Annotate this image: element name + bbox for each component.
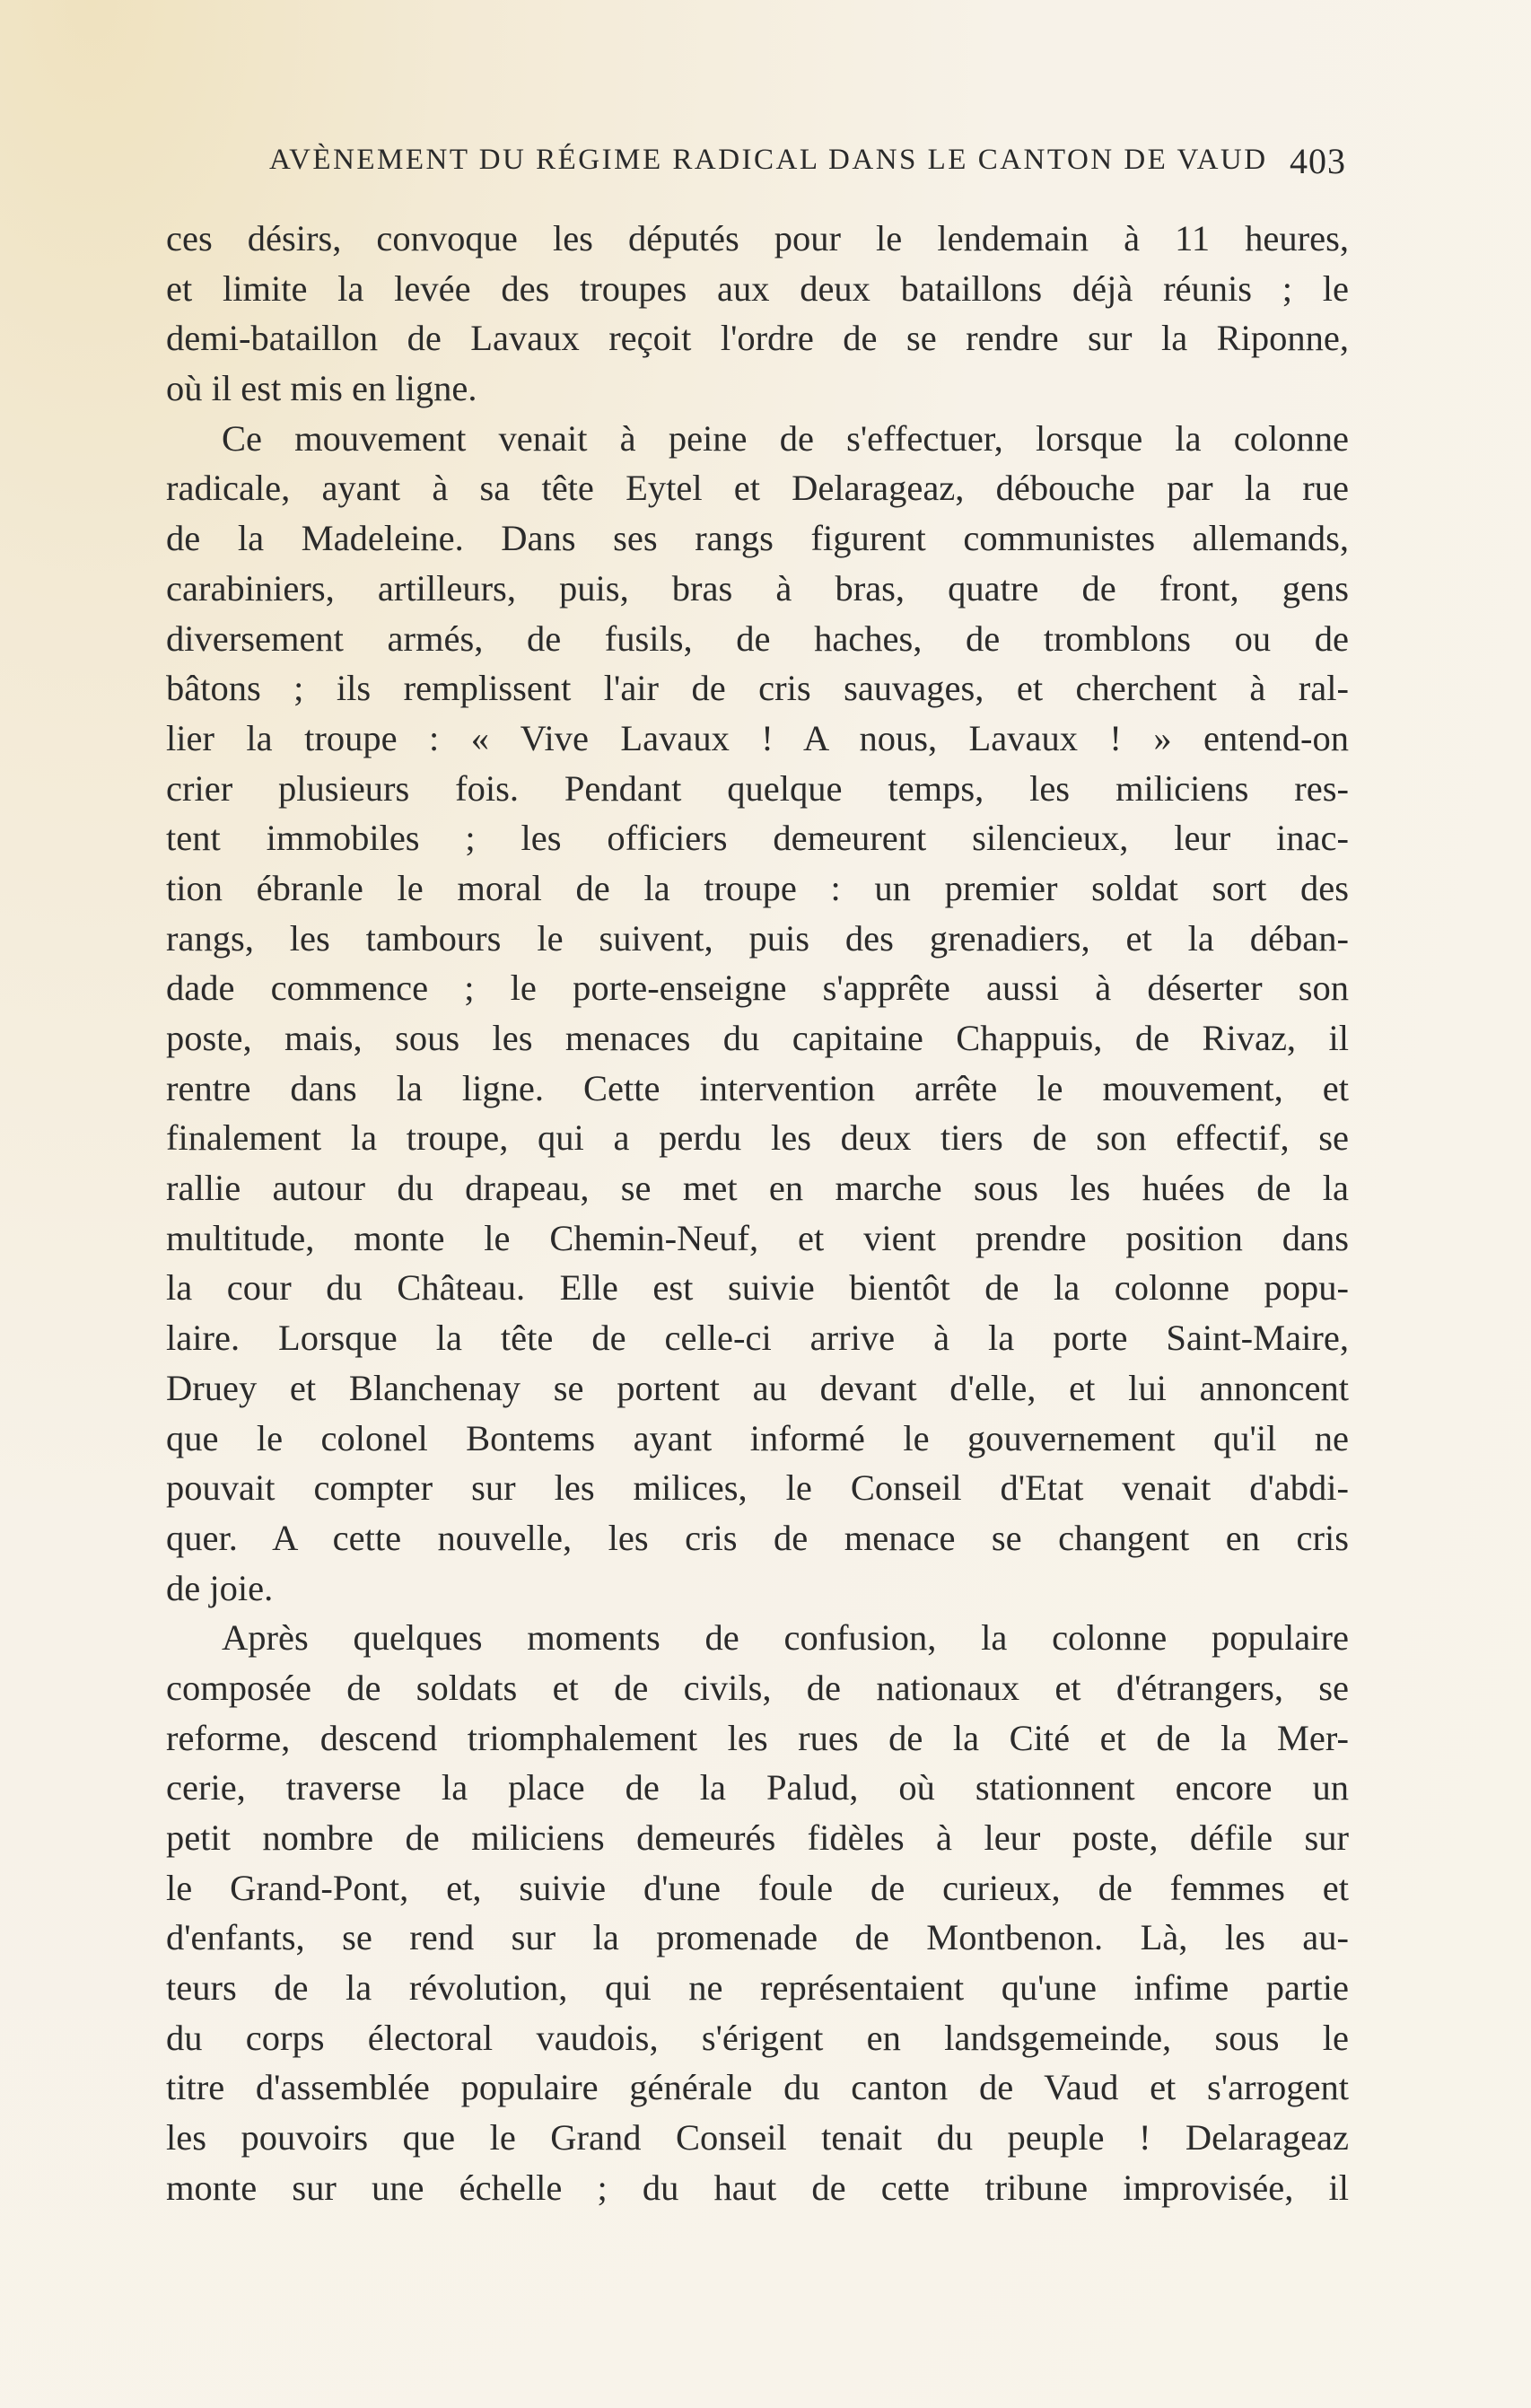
text-line: diversement armés, de fusils, de haches, de tromblons ou de xyxy=(166,617,1349,659)
body-text xyxy=(166,214,1349,2213)
text-line: de la Madeleine. Dans ses rangs figurent communistes allemands, xyxy=(166,518,1349,559)
text-line: Druey et Blanchenay se portent au devant d'elle, et lui annoncent xyxy=(166,1367,1349,1408)
text-line: laire. Lorsque la tête de celle-ci arrive à la porte Saint-Maire, xyxy=(166,1318,1349,1359)
text-line: dade commence ; le porte-enseigne s'apprête aussi à déserter son xyxy=(166,968,1349,1009)
text-line: cerie, traverse la place de la Palud, où stationnent encore un xyxy=(166,1767,1349,1808)
text-line: poste, mais, sous les menaces du capitaine Chappuis, de Rivaz, il xyxy=(166,1018,1349,1058)
text-line: pouvait compter sur les milices, le Conseil d'Etat venait d'abdi- xyxy=(166,1467,1349,1509)
text-line: rangs, les tambours le suivent, puis des grenadiers, et la déban- xyxy=(166,917,1349,959)
text-line: carabiniers, artilleurs, puis, bras à bras, quatre de front, gens xyxy=(166,567,1349,609)
text-line: demi-bataillon de Lavaux reçoit l'ordre de se rendre sur la Riponne, xyxy=(166,318,1349,359)
text-line: tion ébranle le moral de la troupe : un premier soldat sort des xyxy=(166,867,1349,908)
text-line: radicale, ayant à sa tête Eytel et Delarageaz, débouche par la rue xyxy=(166,468,1349,509)
text-line: du corps électoral vaudois, s'érigent en landsgemeinde, sous le xyxy=(166,2017,1349,2058)
text-line: teurs de la révolution, qui ne représentaient qu'une infime partie xyxy=(166,1967,1349,2009)
text-line: reforme, descend triomphalement les rues de la Cité et de la Mer- xyxy=(166,1717,1349,1758)
text-line: que le colonel Bontems ayant informé le gouvernement qu'il ne xyxy=(166,1417,1349,1458)
text-line: Ce mouvement venait à peine de s'effectuer, lorsque la colonne xyxy=(222,417,1349,459)
text-line: composée de soldats et de civils, de nationaux et d'étrangers, se xyxy=(166,1667,1349,1708)
text-line: titre d'assemblée populaire générale du canton de Vaud et s'arrogent xyxy=(166,2067,1349,2108)
page-number: 403 xyxy=(1290,141,1346,181)
text-line: tent immobiles ; les officiers demeurent silencieux, leur inac- xyxy=(166,818,1349,859)
running-title: AVÈNEMENT DU RÉGIME RADICAL DANS LE CANTON DE VAUD xyxy=(269,144,1268,176)
text-line: rallie autour du drapeau, se met en marche sous les huées de la xyxy=(166,1168,1349,1209)
text-line: les pouvoirs que le Grand Conseil tenait du peuple ! Delarageaz xyxy=(166,2117,1349,2158)
text-line: rentre dans la ligne. Cette intervention arrête le mouvement, et xyxy=(166,1067,1349,1108)
text-line: le Grand-Pont, et, suivie d'une foule de curieux, de femmes et xyxy=(166,1867,1349,1908)
text-line: crier plusieurs fois. Pendant quelque temps, les miliciens res- xyxy=(166,767,1349,809)
text-line: petit nombre de miliciens demeurés fidèles à leur poste, défile sur xyxy=(166,1817,1349,1858)
page-header xyxy=(269,141,1346,188)
text-line: lier la troupe : « Vive Lavaux ! A nous, Lavaux ! » entend-on xyxy=(166,717,1349,758)
text-line: la cour du Château. Elle est suivie bientôt de la colonne popu- xyxy=(166,1267,1349,1309)
text-line: et limite la levée des troupes aux deux bataillons déjà réunis ; le xyxy=(166,267,1349,309)
text-line: ces désirs, convoque les députés pour le lendemain à 11 heures, xyxy=(166,218,1349,258)
text-line: quer. A cette nouvelle, les cris de menace se changent en cris xyxy=(166,1517,1349,1558)
text-line: multitude, monte le Chemin-Neuf, et vient prendre position dans xyxy=(166,1217,1349,1258)
text-line: où il est mis en ligne. xyxy=(166,368,477,409)
text-line: de joie. xyxy=(166,1567,274,1608)
text-line: finalement la troupe, qui a perdu les deux tiers de son effectif, se xyxy=(166,1117,1349,1159)
text-line: monte sur une échelle ; du haut de cette tribune improvisée, il xyxy=(166,2167,1349,2208)
text-line: d'enfants, se rend sur la promenade de Montbenon. Là, les au- xyxy=(166,1917,1349,1958)
text-line: bâtons ; ils remplissent l'air de cris sauvages, et cherchent à ral- xyxy=(166,668,1349,709)
text-line: Après quelques moments de confusion, la colonne populaire xyxy=(222,1617,1349,1659)
